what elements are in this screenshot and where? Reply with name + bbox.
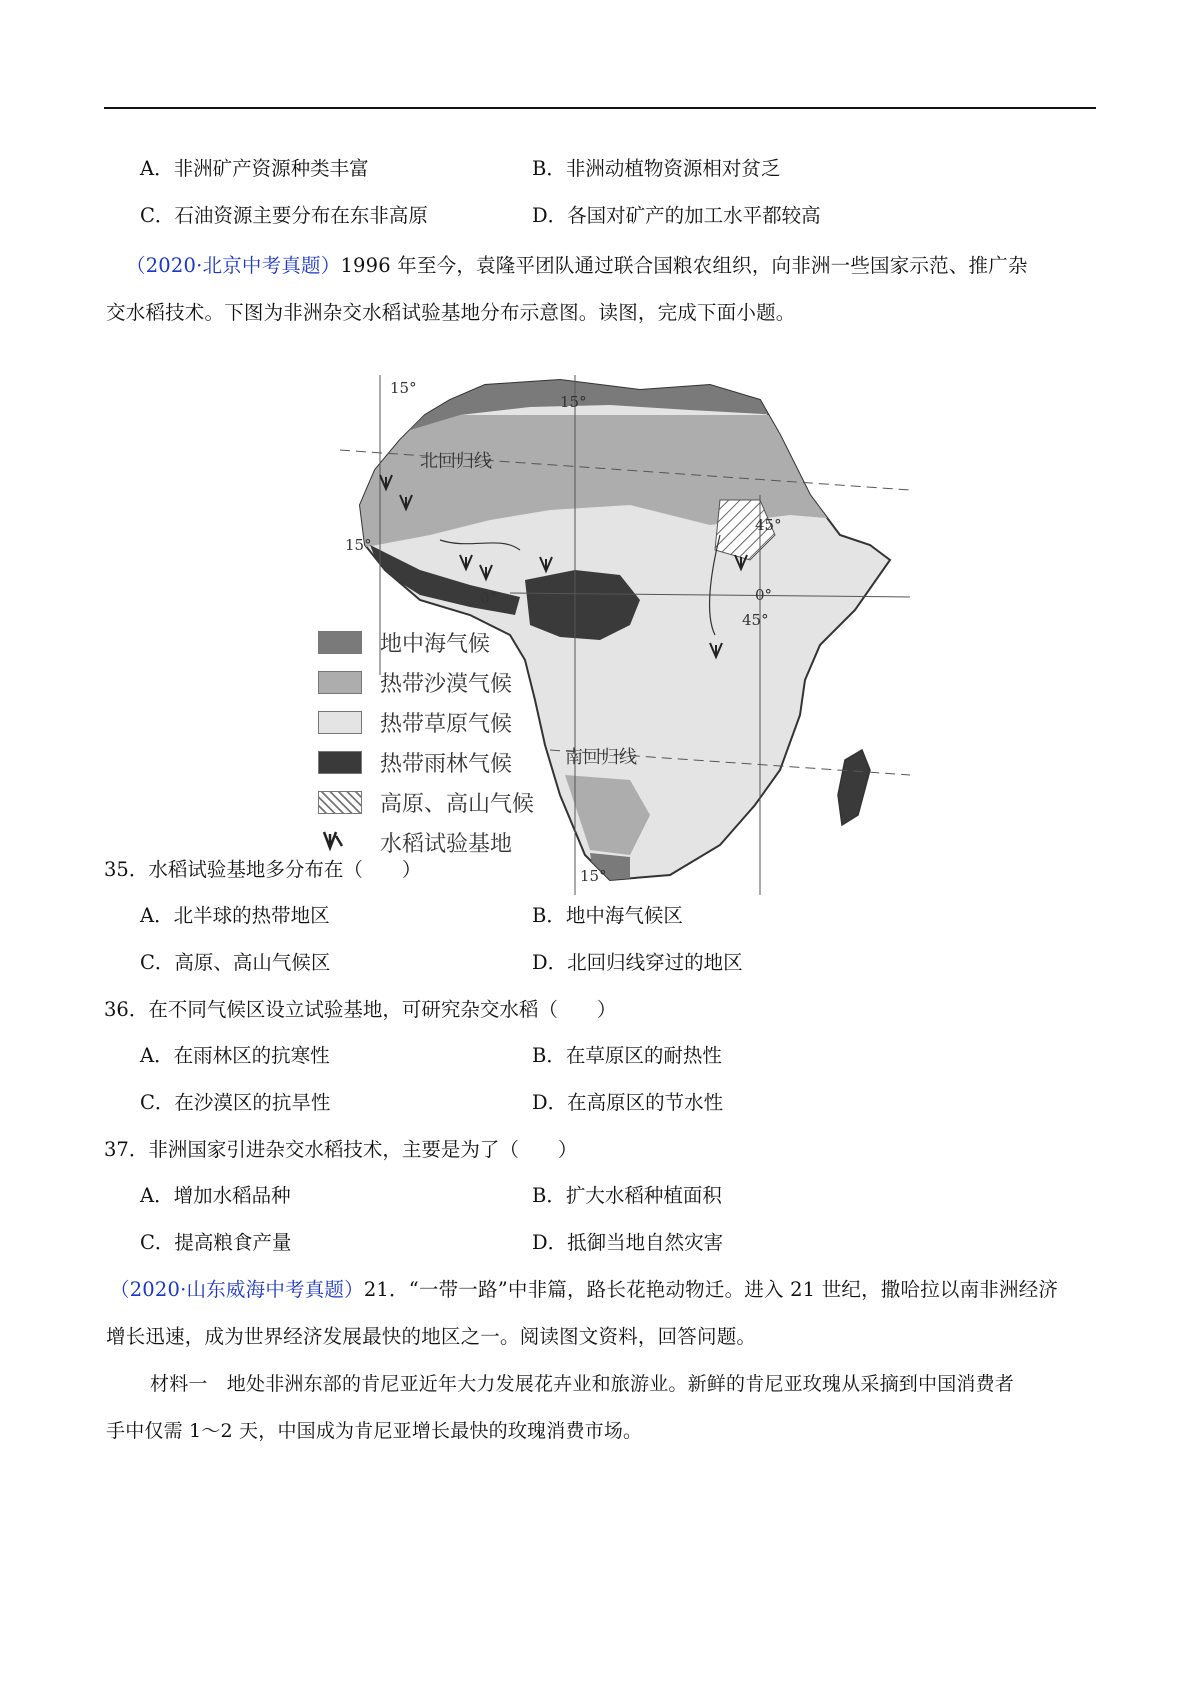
legend-label-rice-base: 水稻试验基地 — [380, 831, 513, 857]
q37-stem: 37．非洲国家引进杂交水稻技术，主要是为了（ ） — [104, 1138, 578, 1161]
label-equator-w: 0° — [480, 589, 498, 607]
legend-desert — [318, 668, 512, 696]
q35-option-a: A．北半球的热带地区 — [140, 904, 330, 927]
legend-mediterranean — [318, 628, 490, 656]
material1-line-2: 手中仅需 1～2 天，中国成为肯尼亚增长最快的玫瑰消费市场。 — [106, 1420, 643, 1442]
madagascar — [838, 750, 870, 825]
legend-rice-base — [318, 828, 512, 856]
q21-line-2: 增长迅速，成为世界经济发展最快的地区之一。阅读图文资料，回答问题。 — [106, 1325, 757, 1348]
intro-line-2: 交水稻技术。下图为非洲杂交水稻试验基地分布示意图。读图，完成下面小题。 — [106, 301, 796, 324]
label-lon-45e-top: 45° — [755, 516, 782, 534]
q21-text-1: 21．“一带一路”中非篇，路长花艳动物迁。进入 21 世纪，撒哈拉以南非洲经济 — [363, 1278, 1059, 1301]
q37-option-d: D．抵御当地自然灾害 — [532, 1231, 724, 1254]
intro-line-1 — [126, 253, 1028, 279]
intro-text-1: 1996 年至今，袁隆平团队通过联合国粮农组织，向非洲一些国家示范、推广杂 — [340, 254, 1028, 277]
label-tropic-cancer: 北回归线 — [420, 451, 492, 472]
legend-swatch-mediterranean — [318, 631, 362, 654]
legend-highland — [318, 788, 534, 816]
q35-option-b: B．地中海气候区 — [532, 904, 683, 927]
q36-option-c: C．在沙漠区的抗旱性 — [140, 1091, 331, 1114]
label-lon-15e: 15° — [560, 393, 587, 411]
label-lon-45e-bottom: 45° — [742, 611, 769, 629]
legend-swatch-savanna — [318, 711, 362, 734]
q37-option-c: C．提高粮食产量 — [140, 1231, 292, 1254]
q21-line-1 — [110, 1277, 1058, 1303]
material1-line-1: 材料一 地处非洲东部的肯尼亚近年大力发展花卉业和旅游业。新鲜的肯尼亚玫瑰从采摘到中国消费者 — [150, 1373, 1015, 1395]
q35-option-d: D．北回归线穿过的地区 — [532, 951, 743, 974]
legend-rainforest — [318, 748, 512, 776]
legend-label-desert: 热带沙漠气候 — [380, 671, 513, 697]
q36-option-a: A．在雨林区的抗寒性 — [140, 1044, 330, 1067]
header-rule — [104, 107, 1096, 109]
q36-stem: 36．在不同气候区设立试验基地，可研究杂交水稻（ ） — [104, 998, 617, 1021]
q35-option-c: C．高原、高山气候区 — [140, 951, 331, 974]
q37-option-b: B．扩大水稻种植面积 — [532, 1184, 722, 1207]
q35-stem: 35．水稻试验基地多分布在（ ） — [104, 858, 422, 881]
prev-option-d: D．各国对矿产的加工水平都较高 — [532, 204, 821, 227]
legend-swatch-highland — [318, 791, 362, 814]
prev-option-b: B．非洲动植物资源相对贫乏 — [532, 157, 781, 180]
q21-source: （2020·山东威海中考真题） — [110, 1278, 364, 1301]
label-lon-15w: 15° — [390, 379, 417, 397]
intro-source: （2020·北京中考真题） — [126, 254, 341, 277]
q36-option-b: B．在草原区的耐热性 — [532, 1044, 722, 1067]
q36-option-d: D．在高原区的节水性 — [532, 1091, 724, 1114]
q37-option-a: A．增加水稻品种 — [140, 1184, 291, 1207]
legend-label-rainforest: 热带雨林气候 — [380, 751, 513, 777]
legend-label-highland: 高原、高山气候 — [380, 791, 535, 817]
legend-label-mediterranean: 地中海气候 — [380, 631, 491, 657]
legend-savanna — [318, 708, 512, 736]
rice-icon — [318, 828, 362, 856]
label-equator-e: 0° — [755, 586, 773, 604]
legend-swatch-desert — [318, 671, 362, 694]
label-lat-15n: 15° — [345, 536, 372, 554]
prev-option-c: C．石油资源主要分布在东非高原 — [140, 204, 428, 227]
label-tropic-capricorn: 南回归线 — [565, 747, 637, 768]
prev-option-a: A．非洲矿产资源种类丰富 — [140, 157, 369, 180]
legend-label-savanna: 热带草原气候 — [380, 711, 513, 737]
legend-swatch-rainforest — [318, 751, 362, 774]
label-lon-15e-bottom: 15° — [580, 867, 607, 885]
